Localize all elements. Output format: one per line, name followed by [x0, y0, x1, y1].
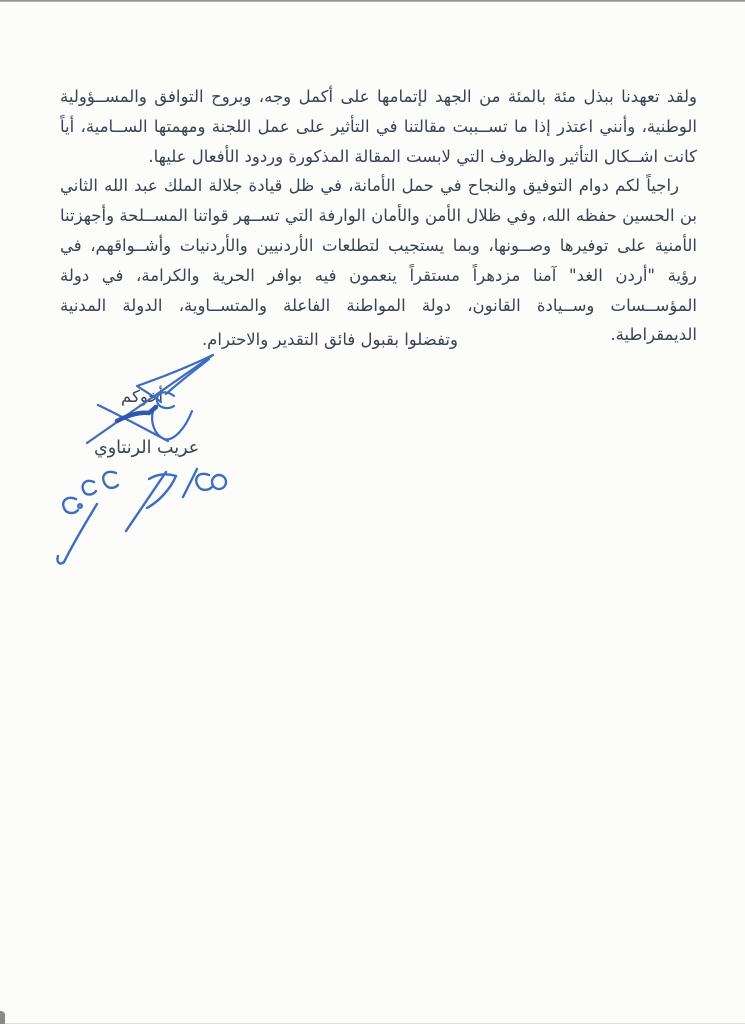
signature-stroke [152, 411, 192, 439]
date-digit-5 [212, 475, 226, 489]
date-stroke-hook [57, 556, 64, 564]
signature-stroke [98, 405, 168, 441]
date-slash [126, 472, 166, 531]
date-slash [183, 469, 197, 497]
scan-edge-top [0, 0, 745, 2]
signature-salutation: أخوكم [121, 387, 164, 406]
signature-stroke-bold [117, 407, 156, 421]
closing-line: وتفضلوا بقبول فائق التقدير والاحترام. [201, 330, 458, 349]
date-slash [64, 504, 97, 562]
signature-stroke [166, 359, 209, 394]
handwritten-date [57, 469, 226, 564]
date-digit-0 [78, 504, 82, 508]
date-digit-2 [63, 498, 78, 513]
date-digit-2 [83, 481, 96, 495]
paragraph-pledge: ولقد تعهدنا ببذل مئة بالمئة من الجهد لإتمامها على أكمل وجه، وبروح التوافق والمســؤولية الوطنية، وأنني اعتذر إذا ما تســببت مقالتنا في التأثير على عمل اللجنة ومهمتها الســامية، أياً كانت اشــكال التأثير والظروف التي لابست المقالة المذكورة وردود الأفعال عليها. [60, 87, 697, 166]
letter-body [60, 82, 697, 350]
date-digit-2 [196, 474, 212, 490]
signature-name: عريب الرنتاوي [94, 438, 200, 458]
date-digit-6 [147, 474, 176, 508]
date-digit-2 [103, 472, 118, 488]
paragraph-wishes: راجياً لكم دوام التوفيق والنجاح في حمل الأمانة، في ظل قيادة جلالة الملك عبد الله الثاني بن الحسين حفظه الله، وفي ظلال الأمن والأمان الوارفة التي تســهر قواتنا المســلحة وأجهزتنا الأمنية على توفيرها وصــونها، وبما يستجيب لتطلعات الأردنيين والأردنيات وأشــواقهم، في رؤية "أردن الغد" آمنا مزدهراً مستقراً ينعمون فيه بوافر الحرية والكرامة، في دولة المؤســسات وســيادة القانون، دولة المواطنة الفاعلة والمتســاوية، الدولة المدنية الديمقراطية. [60, 176, 697, 345]
scan-artifact [0, 1011, 5, 1024]
